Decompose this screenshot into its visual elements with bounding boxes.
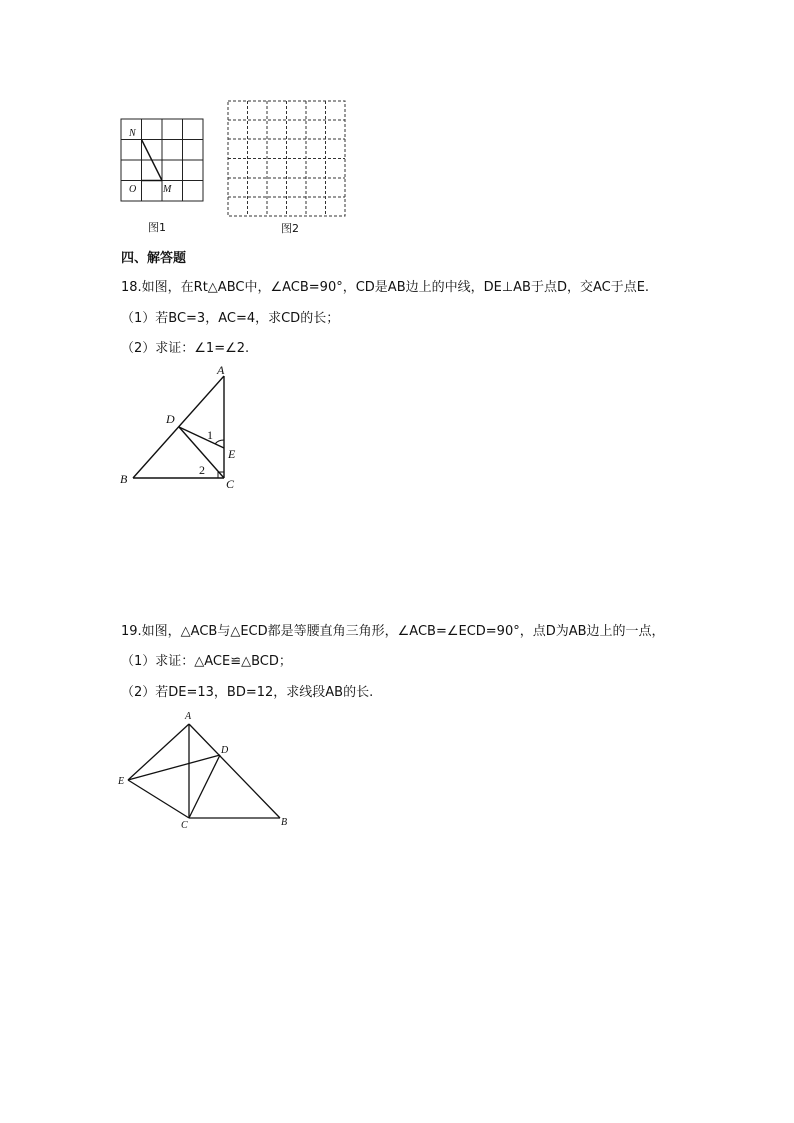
section-heading: 四、解答题	[121, 251, 187, 266]
q19-label-c: C	[181, 820, 188, 831]
figure-1-caption: 图1	[148, 221, 166, 234]
q19-label-d: D	[221, 745, 229, 756]
label-o: O	[129, 184, 137, 195]
label-m: M	[163, 184, 172, 195]
q18-segment-de	[179, 427, 224, 448]
q18-label-c: C	[226, 477, 235, 491]
q19-stem: 19.如图，△ACB与△ECD都是等腰直角三角形，∠ACB=∠ECD=90°，点D为AB边上的一点，	[121, 624, 665, 639]
q18-label-1: 1	[207, 428, 213, 442]
q18-figure	[115, 360, 255, 495]
q18-label-e: E	[228, 447, 236, 461]
figure-1-grid	[118, 116, 206, 204]
q18-angle-1-arc	[215, 440, 224, 444]
q18-part2: （2）求证：∠1=∠2.	[121, 341, 250, 356]
q19-part2: （2）若DE=13，BD=12，求线段AB的长.	[121, 685, 374, 700]
figure-2-dashed-grid	[226, 99, 348, 219]
label-n: N	[129, 128, 136, 139]
q19-label-b: B	[281, 817, 288, 828]
q19-part1: （1）求证：△ACE≌△BCD；	[121, 654, 292, 669]
q18-label-2: 2	[199, 463, 205, 477]
q19-side-ab	[189, 724, 280, 818]
q19-label-e: E	[118, 776, 125, 787]
q18-stem: 18.如图，在Rt△ABC中，∠ACB=90°，CD是AB边上的中线，DE⊥AB于点D，交AC于点E.	[121, 280, 650, 295]
q19-side-dc	[189, 755, 220, 818]
q19-figure	[115, 708, 300, 833]
figure-2-caption: 图2	[281, 222, 299, 235]
q18-label-b: B	[120, 472, 128, 486]
q18-part1: （1）若BC=3，AC=4，求CD的长；	[121, 311, 340, 326]
q19-label-a: A	[185, 711, 192, 722]
q18-label-a: A	[217, 363, 225, 377]
q18-label-d: D	[166, 412, 175, 426]
q19-side-ec	[128, 780, 189, 818]
